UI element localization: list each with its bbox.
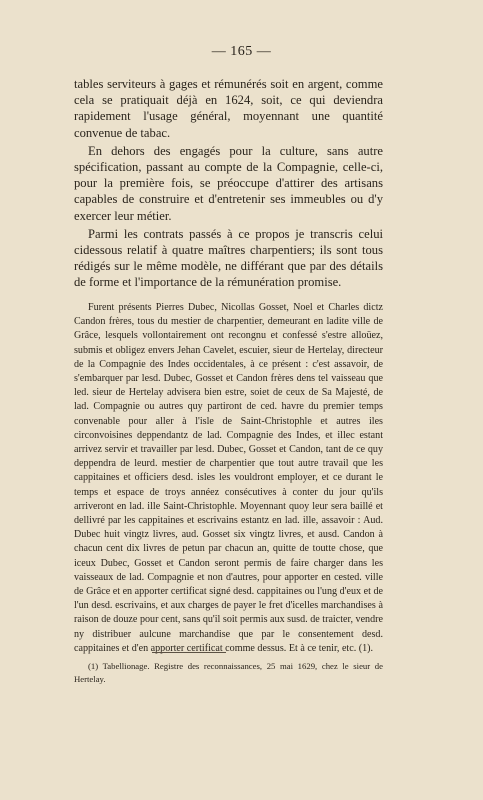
page-number: — 165 — [211,44,272,59]
footnote [74,660,383,685]
contract-text: Furent présents Pierres Dubec, Nicollas Gosset, Noel et Charles dictz Candon frères, tous du mestier de charpentier, demeurant en ladite ville de Grâce, lesquels vollontairement ont recongnu et confessé s'estre alloüez, submis et obligez envers Jehan Cavelet, escuier, sieur de Hertelay, directeur de la Compagnie des Indes occidentales, à ce présent : c'est assavoir, de s'embarquer par lesd. Dubec, Gosset et Candon frères dens tel vaisseau que led. sieur de Hertelay advisera bien estre, soiet de ceux de Sa Majesté, de lad. Compagnie ou autres quy partiront de ced. havre du premier temps convenable pour aller à l'isle de Saint-Christophle et autres iles circonvoisines deppendantz de lad. Compagnie des Indes, et illec estant arrivez servir et travailler par lesd. Dubec, Gosset et Candon, tant de ce quy deppendra de leurd. mestier de charpentier que tout autre travail que les cappitaines et officiers desd. isles les vouldront employer, et ce durant le temps et espace de troys annéez consécutives à conter du jour qu'ils arriveront en lad. ille Saint-Christophle. Moyennant quoy leur sera baillé et dellivré par les cappitaines et escrivains estantz en lad. ille, assavoir : Aud. Dubec huit vingtz livres, aud. Gosset six vingtz livres, et ausd. Candon à chacun cent dix livres de petun par chacun an, quitte de toutte chose, que iceux Dubec, Gosset et Candon seront permis de faire charger dans les vaisseaux de lad. Compagnie et non d'autres, pour apporter en cested. ville de Grâce et en apporter certificat signé desd. cappitaines ou l'ung d'eux et de l'un desd. escrivains, et aux charges de payer le fret d'icelles marchandises à raison de douze pour cent, sans qu'il soit permis aux susd. de traicter, vendre ny distribuer aulcune marchandise que par le consentement desd. cappitaines et d'en apporter certificat comme dessus. Et à ce tenir, etc. (1). [74,302,383,654]
main-text [74,76,383,293]
footnote-text: (1) Tabellionage. Registre des reconnaissances, 25 mai 1629, chez le sieur de Hertelay. [74,661,383,684]
footnote-rule [152,652,226,653]
paragraph-contrats: Parmi les contrats passés à ce propos je transcris celui cidessous relatif à quatre maîtres charpentiers; ils sont tous rédigés sur le même modèle, ne différant que par des détails de forme et l'importance de la rémunération promise. [74,226,383,290]
paragraph-engages: En dehors des engagés pour la culture, sans autre spécification, passant au compte de la Compagnie, celle-ci, pour la première fois, se préoccupe d'attirer des artisans capables de construire et d'entretenir ses immeubles ou d'y exercer leur métier. [74,143,383,223]
paragraph-continuation: tables serviteurs à gages et rémunérés soit en argent, comme cela se pratiquait déjà en 1624, soit, ce qui deviendra rapidement l'usage général, moyennant une quantité convenue de tabac. [74,77,383,140]
contract-transcription [74,301,383,656]
